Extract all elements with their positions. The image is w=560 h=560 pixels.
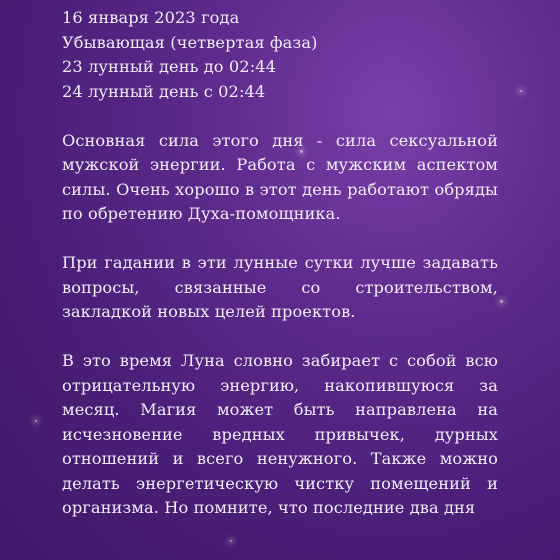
sparkle-decoration [230, 540, 232, 542]
lunar-day-line: 24 лунный день с 02:44 [62, 81, 266, 101]
moon-phase-line: Убывающая (четвертая фаза) [62, 32, 318, 52]
paragraph-main-force: Основная сила этого дня - сила сексуальной мужской энергии. Работа с мужским аспектом силы. Очень хорошо в этот день работают обряды по обретению Духа-помощника. [62, 130, 498, 223]
article-body [62, 6, 498, 521]
paragraph-moon-cleansing: В это время Луна словно забирает с собой всю отрицательную энергию, накопившуюся за месяц. Магия может быть направлена на исчезновение вредных привычек, дурных отношений и всего ненужного. Также можно делать энергетическую чистку помещений и организма. Но помните, что последние два дня [62, 351, 498, 517]
lunar-day-line: 23 лунный день до 02:44 [62, 57, 277, 76]
sparkle-decoration [500, 300, 503, 303]
paragraph-divination: При гадании в эти лунные сутки лучше задавать вопросы, связанные со строительством, закладкой новых целей проектов. [62, 253, 498, 321]
sparkle-decoration [35, 420, 37, 422]
sparkle-decoration [520, 90, 522, 92]
date-line: 16 января 2023 года [62, 8, 240, 27]
